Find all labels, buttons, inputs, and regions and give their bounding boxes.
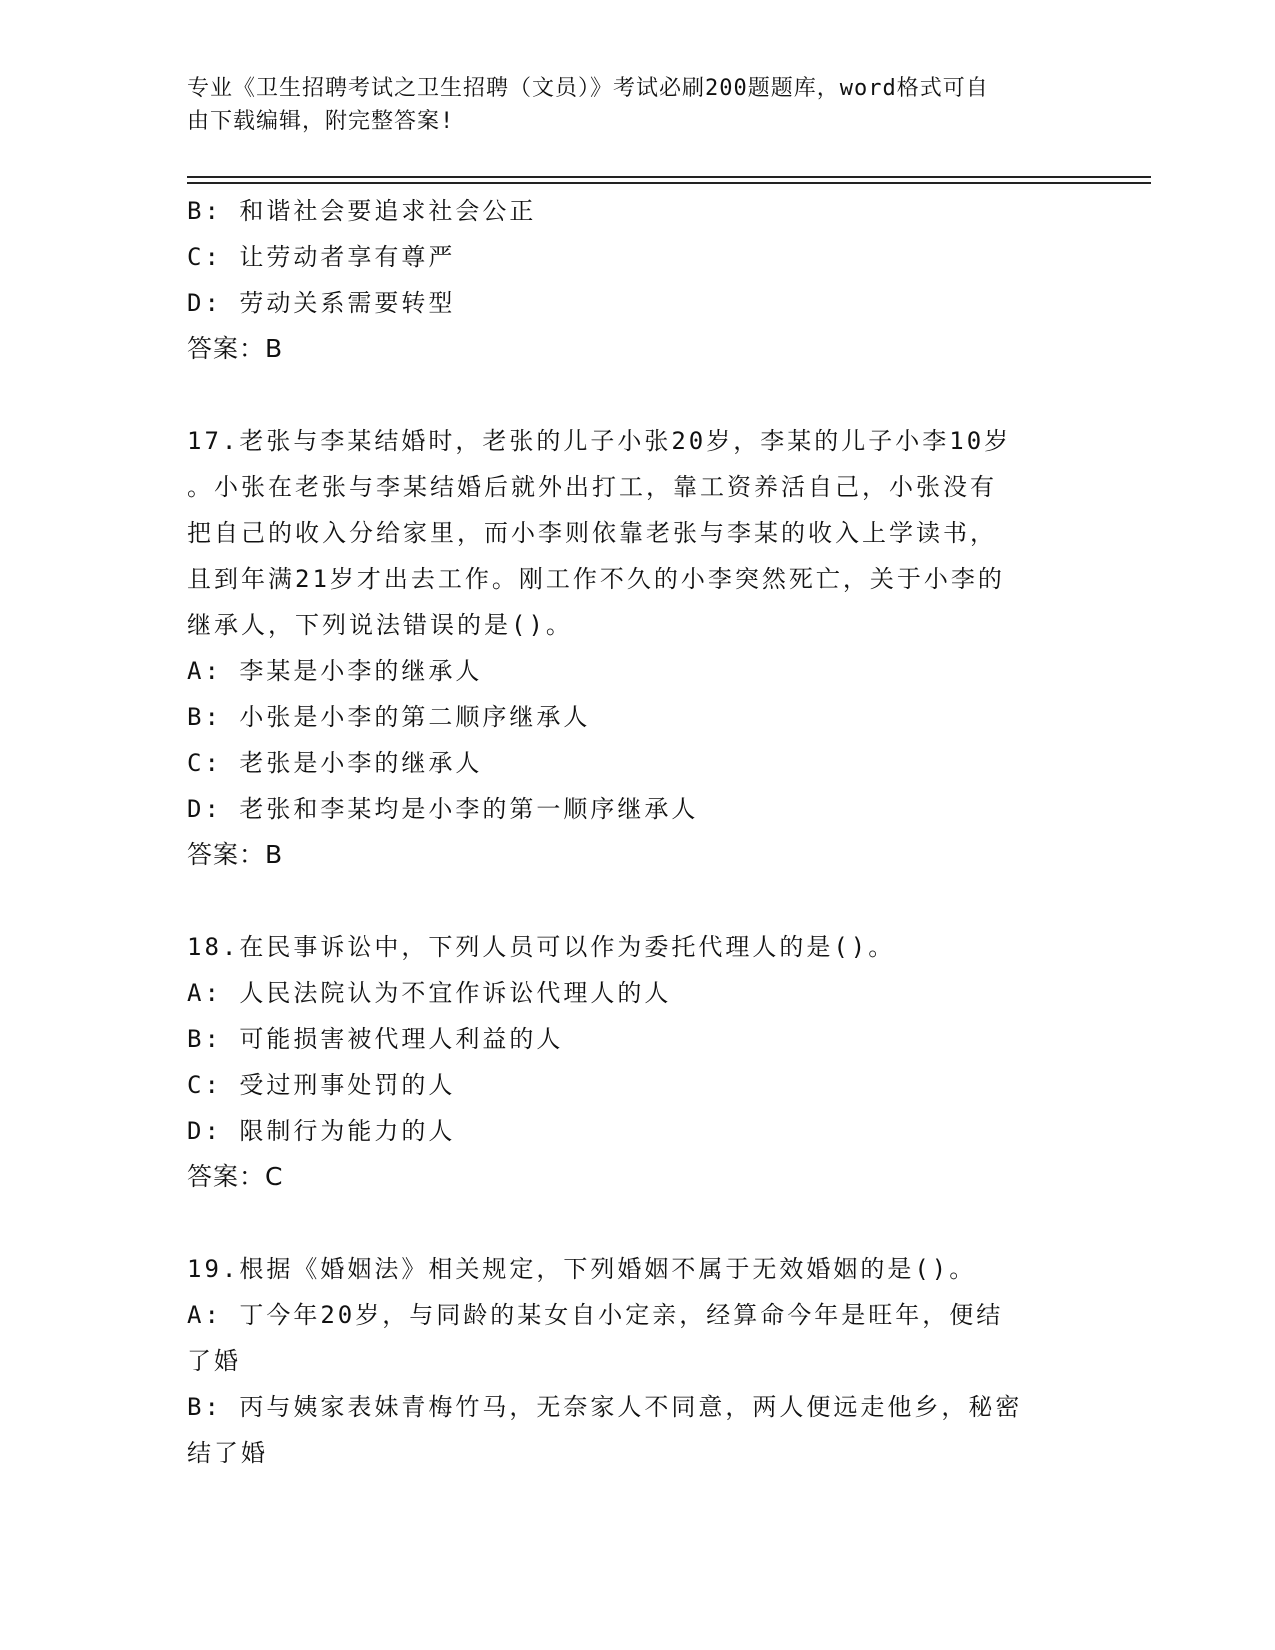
question-19-option-a-line-2: 了婚 [187,1347,241,1375]
question-19-stem-line-1: 19.根据《婚姻法》相关规定，下列婚姻不属于无效婚姻的是()。 [187,1255,977,1283]
question-spacer [187,878,1087,924]
question-17-stem-line-2: 。小张在老张与李某结婚后就外出打工，靠工资养活自己，小张没有 [187,473,997,501]
question-18-option-d: D: 限制行为能力的人 [187,1117,456,1145]
question-18-option-b: B: 可能损害被代理人利益的人 [187,1025,564,1053]
question-18-answer: 答案：C [187,1162,284,1191]
question-spacer [187,1200,1087,1246]
question-16-option-c: C: 让劳动者享有尊严 [187,243,456,271]
question-17-stem-line-3: 把自己的收入分给家里，而小李则依靠老张与李某的收入上学读书， [187,519,997,547]
question-16-option-d: D: 劳动关系需要转型 [187,289,456,317]
question-17-stem-line-4: 且到年满21岁才出去工作。刚工作不久的小李突然死亡，关于小李的 [187,565,1005,593]
question-18-option-a: A: 人民法院认为不宜作诉讼代理人的人 [187,979,672,1007]
question-18-stem-line-1: 18.在民事诉讼中，下列人员可以作为委托代理人的是()。 [187,933,896,961]
question-18-option-c: C: 受过刑事处罚的人 [187,1071,456,1099]
question-17-option-a: A: 李某是小李的继承人 [187,657,483,685]
page-header [187,72,1067,138]
question-19 [187,1246,1087,1476]
question-list [187,188,1087,1476]
question-18 [187,924,1087,1200]
header-line-1: 专业《卫生招聘考试之卫生招聘（文员）》考试必刷200题题库，word格式可自 [187,76,989,101]
question-19-option-b-line-1: B: 丙与姨家表妹青梅竹马，无奈家人不同意，两人便远走他乡，秘密 [187,1393,1023,1421]
header-line-2: 由下载编辑，附完整答案! [187,109,455,134]
question-17-stem-line-5: 继承人，下列说法错误的是()。 [187,611,573,639]
header-divider-bottom [187,182,1151,184]
question-19-option-a-line-1: A: 丁今年20岁，与同龄的某女自小定亲，经算命今年是旺年，便结 [187,1301,1004,1329]
question-17-option-d: D: 老张和李某均是小李的第一顺序继承人 [187,795,699,823]
question-17 [187,418,1087,878]
question-17-option-c: C: 老张是小李的继承人 [187,749,483,777]
question-spacer [187,372,1087,418]
question-16-answer: 答案：B [187,334,284,363]
header-divider-top [187,176,1151,178]
question-17-option-b: B: 小张是小李的第二顺序继承人 [187,703,591,731]
question-17-stem-line-1: 17.老张与李某结婚时，老张的儿子小张20岁，李某的儿子小李10岁 [187,427,1012,455]
question-16-option-b: B: 和谐社会要追求社会公正 [187,197,537,225]
question-19-option-b-line-2: 结了婚 [187,1439,268,1467]
question-16-remainder [187,188,1087,372]
question-17-answer: 答案：B [187,840,284,869]
